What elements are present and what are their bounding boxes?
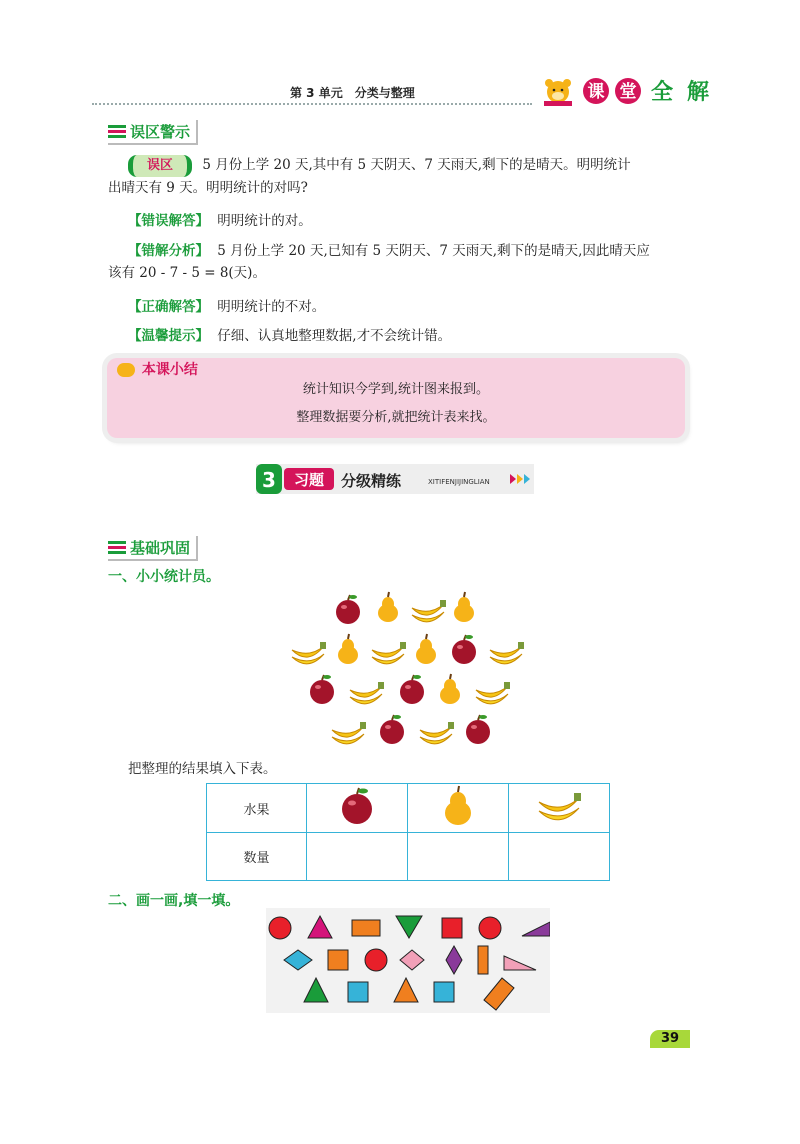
row-label-count: 数量 bbox=[207, 833, 307, 881]
wrong-answer-label: 【错误解答】 bbox=[128, 213, 209, 229]
pear-icon bbox=[438, 785, 478, 827]
circle-icon bbox=[269, 917, 291, 939]
lesson-summary-label bbox=[117, 359, 198, 379]
analysis-line-1: 5 月份上学 20 天,已知有 5 天阴天、7 天雨天,剩下的是晴天,因此晴天应 bbox=[217, 243, 650, 259]
pear-count-cell[interactable] bbox=[407, 833, 508, 881]
banana-icon bbox=[490, 642, 524, 664]
pear-icon bbox=[440, 674, 460, 704]
banana-icon bbox=[350, 682, 384, 704]
stripes-icon bbox=[108, 541, 126, 555]
correct-answer-text: 明明统计的不对。 bbox=[217, 299, 326, 315]
table-row bbox=[207, 833, 610, 881]
row-label-fruit: 水果 bbox=[207, 784, 307, 833]
square-icon bbox=[434, 982, 454, 1002]
fruit-count-table bbox=[206, 783, 610, 881]
bear-icon bbox=[544, 79, 572, 106]
svg-text:3: 3 bbox=[262, 468, 276, 492]
mistake-pill: 误区 bbox=[128, 155, 192, 177]
apple-count-cell[interactable] bbox=[306, 833, 407, 881]
warm-tip-text: 仔细、认真地整理数据,才不会统计错。 bbox=[217, 328, 452, 344]
question-line-2: 出晴天有 9 天。明明统计的对吗? bbox=[108, 180, 308, 196]
brand-char-1: 课 bbox=[587, 82, 605, 102]
banana-icon bbox=[535, 786, 583, 826]
apple-icon bbox=[452, 635, 476, 664]
banner-title: 分级精练 bbox=[341, 472, 402, 490]
apple-icon bbox=[400, 675, 424, 704]
question-line-1: 5 月份上学 20 天,其中有 5 天阴天、7 天雨天,剩下的是晴天。明明统计 bbox=[202, 157, 631, 173]
square-icon bbox=[348, 982, 368, 1002]
brand-char-3: 全 bbox=[650, 80, 674, 105]
shapes-illustration bbox=[266, 908, 550, 1013]
rectangle-icon bbox=[352, 920, 380, 936]
table-row bbox=[207, 784, 610, 833]
basics-tag-label: 基础巩固 bbox=[130, 539, 191, 557]
banana-icon bbox=[372, 642, 406, 664]
banana-icon bbox=[332, 722, 366, 744]
banana-icon bbox=[420, 722, 454, 744]
apple-icon bbox=[466, 715, 490, 744]
brand-logo bbox=[536, 76, 720, 106]
banana-icon bbox=[412, 600, 446, 622]
analysis-label: 【错解分析】 bbox=[128, 243, 209, 259]
mistake-question bbox=[108, 154, 692, 199]
analysis-line-2: 该有 20 - 7 - 5 = 8(天)。 bbox=[108, 265, 266, 281]
error-analysis bbox=[108, 240, 692, 284]
page-number: 39 bbox=[650, 1030, 690, 1048]
square-icon bbox=[442, 918, 462, 938]
warm-tip bbox=[128, 325, 451, 347]
exercise-banner bbox=[256, 460, 534, 498]
pear-icon bbox=[338, 634, 358, 664]
rectangle-icon bbox=[478, 946, 488, 974]
mistake-tag-label: 误区警示 bbox=[130, 123, 191, 141]
apple-icon bbox=[336, 595, 360, 624]
table-cell-pear bbox=[407, 784, 508, 833]
banner-pinyin: XITIFENJIJINGLIAN bbox=[428, 478, 490, 486]
banana-count-cell[interactable] bbox=[508, 833, 609, 881]
header-divider bbox=[92, 103, 532, 105]
wrong-answer-text: 明明统计的对。 bbox=[217, 213, 312, 229]
circle-icon bbox=[365, 949, 387, 971]
mistake-section-tag bbox=[108, 120, 198, 145]
kids-icon bbox=[117, 363, 135, 377]
square-icon bbox=[328, 950, 348, 970]
lesson-summary-title: 本课小结 bbox=[141, 362, 198, 378]
correct-answer-label: 【正确解答】 bbox=[128, 299, 209, 315]
summary-line-1: 统计知识今学到,统计图来报到。 bbox=[302, 382, 490, 397]
table-instruction: 把整理的结果填入下表。 bbox=[128, 761, 277, 777]
brand-char-4: 解 bbox=[686, 80, 710, 105]
question-2-title: 二、画一画,填一填。 bbox=[108, 893, 240, 909]
banana-icon bbox=[476, 682, 510, 704]
brand-char-2: 堂 bbox=[619, 82, 637, 102]
question-1-title: 一、小小统计员。 bbox=[108, 569, 220, 585]
banana-icon bbox=[292, 642, 326, 664]
basics-section-tag bbox=[108, 536, 198, 561]
banner-big-text: 习题 bbox=[293, 471, 325, 489]
correct-answer bbox=[128, 296, 325, 318]
stripes-icon bbox=[108, 125, 126, 139]
wrong-answer bbox=[128, 210, 312, 232]
fruit-illustration bbox=[288, 590, 528, 750]
circle-icon bbox=[479, 917, 501, 939]
pear-icon bbox=[454, 592, 474, 622]
apple-icon bbox=[337, 786, 377, 826]
pear-icon bbox=[378, 592, 398, 622]
apple-icon bbox=[380, 715, 404, 744]
table-cell-banana bbox=[508, 784, 609, 833]
warm-tip-label: 【温馨提示】 bbox=[128, 328, 209, 344]
table-cell-apple bbox=[306, 784, 407, 833]
unit-title: 第 3 单元 分类与整理 bbox=[290, 86, 415, 100]
apple-icon bbox=[310, 675, 334, 704]
pear-icon bbox=[416, 634, 436, 664]
summary-line-2: 整理数据要分析,就把统计表来找。 bbox=[296, 410, 496, 425]
